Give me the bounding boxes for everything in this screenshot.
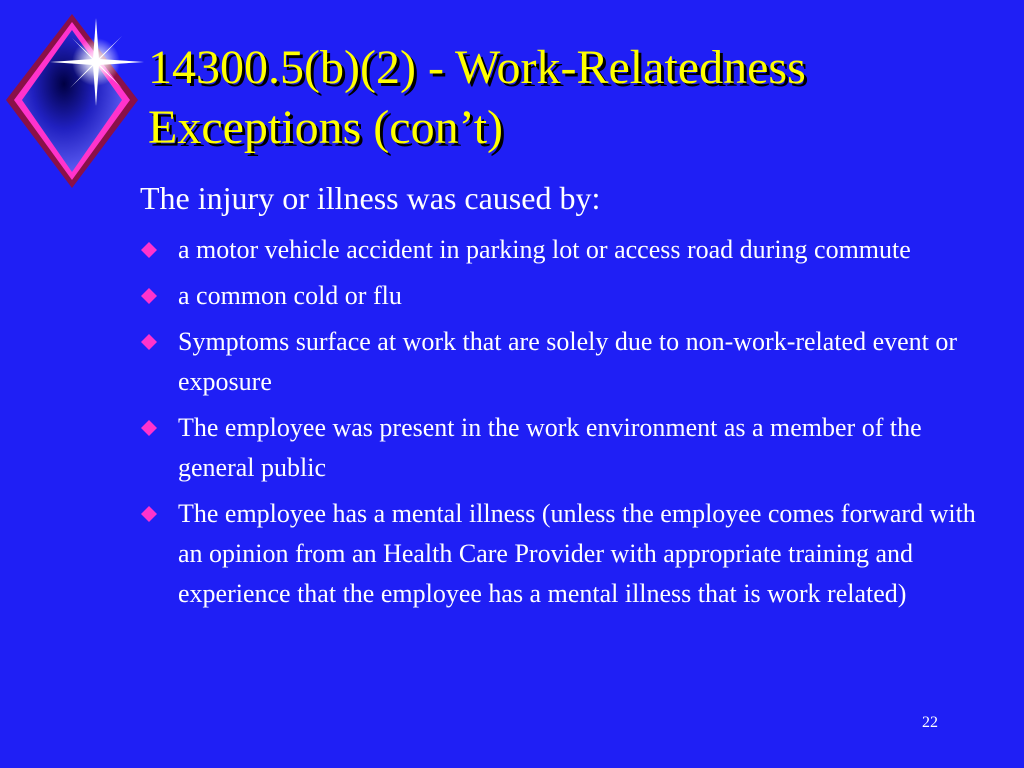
slide-title-line-2: Exceptions (con’t): [148, 101, 504, 154]
diamond-bullet-icon: [140, 419, 158, 437]
page-number: 22: [922, 714, 938, 731]
diamond-bullet-icon: [140, 505, 158, 523]
diamond-bullet-icon: [140, 241, 158, 259]
bullet-text: a common cold or flu: [178, 281, 402, 310]
bullet-text: The employee has a mental illness (unless the employee comes forward with an opinion from an Health Care Provider with appropriate training and experience that the employee has a mental illness that is work related): [178, 499, 976, 608]
bullet-text: Symptoms surface at work that are solely due to non-work-related event or exposure: [178, 327, 958, 396]
bullet-text: a motor vehicle accident in parking lot or access road during commute: [178, 235, 911, 264]
diamond-bullet-icon: [140, 333, 158, 351]
bullet-text: The employee was present in the work environment as a member of the general public: [178, 413, 922, 482]
list-item: [140, 230, 980, 270]
bullet-list: [140, 230, 980, 620]
list-item: [140, 494, 980, 614]
list-item: [140, 408, 980, 488]
list-item: [140, 322, 980, 402]
list-item: [140, 276, 980, 316]
diamond-bullet-icon: [140, 287, 158, 305]
diamond-starburst-icon: [0, 0, 160, 200]
intro-text: The injury or illness was caused by:: [140, 180, 601, 216]
slide-title: [148, 38, 1008, 158]
slide-title-line-1: 14300.5(b)(2) - Work-Relatedness: [148, 41, 806, 94]
